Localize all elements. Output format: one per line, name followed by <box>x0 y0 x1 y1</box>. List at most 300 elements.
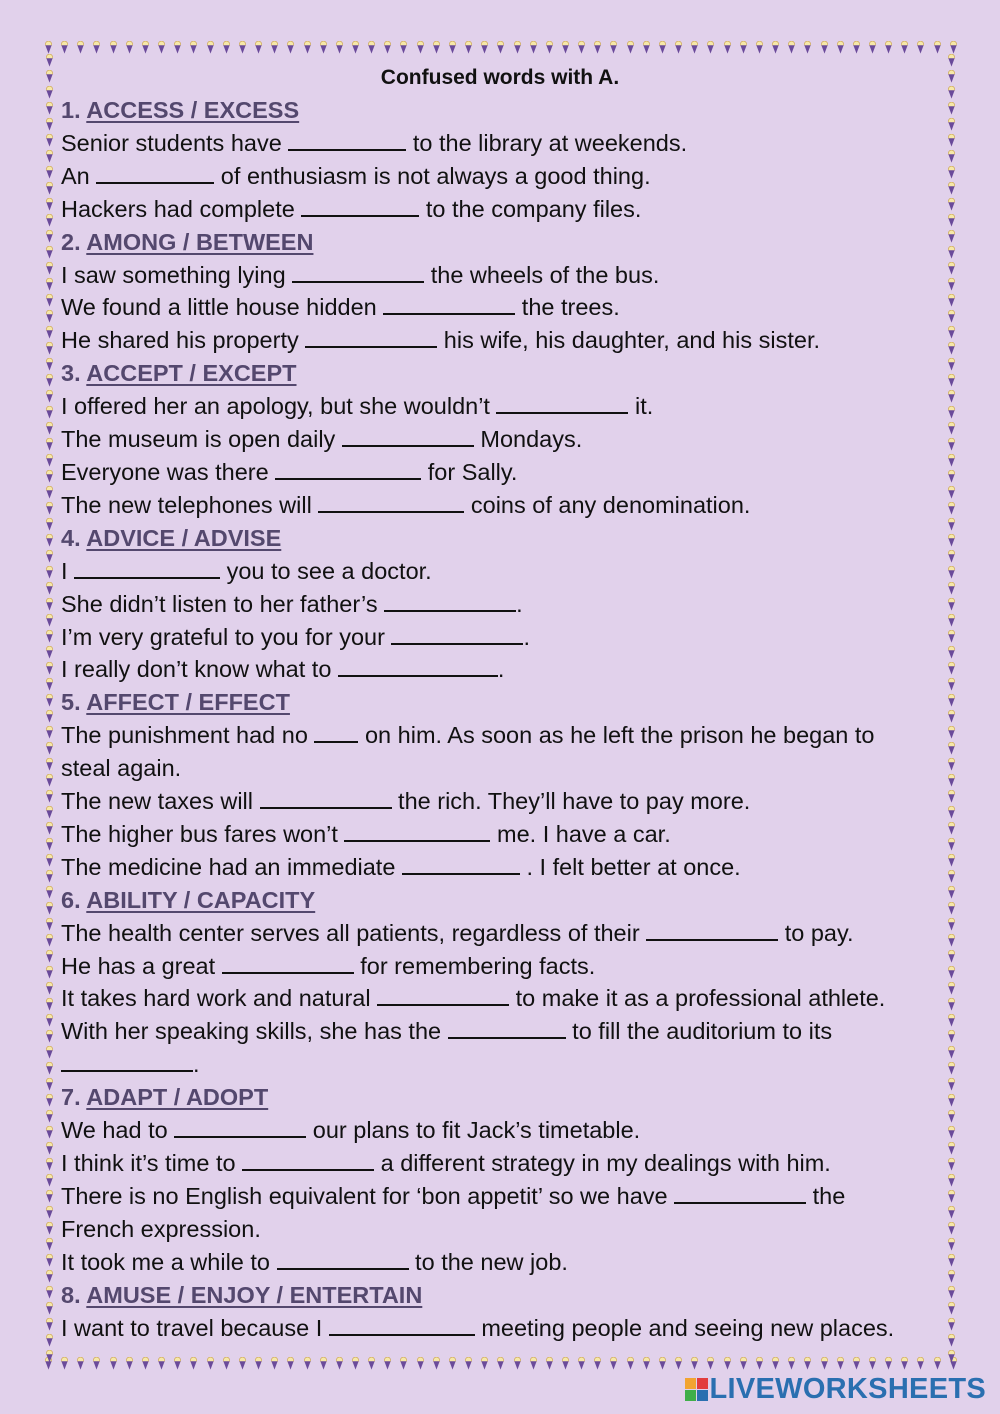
ice-cream-cone-icon <box>45 822 54 835</box>
ice-cream-cone-icon <box>45 118 54 131</box>
ice-cream-cone-icon <box>270 41 279 54</box>
ice-cream-cone-icon <box>189 1357 198 1370</box>
ice-cream-cone-icon <box>44 41 53 54</box>
ice-cream-cone-icon <box>947 470 956 483</box>
ice-cream-cone-icon <box>45 310 54 323</box>
ice-cream-cone-icon <box>836 1357 845 1370</box>
ice-cream-cone-icon <box>609 41 618 54</box>
ice-cream-cone-icon <box>45 726 54 739</box>
ice-cream-cone-icon <box>303 41 312 54</box>
answer-blank[interactable] <box>342 425 474 447</box>
sentence-text: on him. As soon as he left the prison he began to <box>358 722 875 749</box>
sentence-text: to make it as a professional athlete. <box>509 985 886 1012</box>
ice-cream-cone-icon <box>45 502 54 515</box>
ice-cream-cone-icon <box>222 1357 231 1370</box>
ice-cream-cone-icon <box>45 678 54 691</box>
sentence-text: . I felt better at once. <box>519 853 741 880</box>
ice-cream-cone-icon <box>947 1302 956 1315</box>
ice-cream-cone-icon <box>45 550 54 563</box>
ice-cream-cone-icon <box>45 470 54 483</box>
ice-cream-cone-icon <box>45 326 54 339</box>
ice-cream-cone-icon <box>947 1158 956 1171</box>
sentence-text: The medicine had an immediate <box>61 853 402 880</box>
ice-cream-cone-icon <box>45 742 54 755</box>
ice-cream-cone-icon <box>561 1357 570 1370</box>
ice-cream-cone-icon <box>690 41 699 54</box>
ice-cream-cone-icon <box>238 1357 247 1370</box>
ice-cream-cone-icon <box>45 1046 54 1059</box>
ice-cream-cone-icon <box>626 1357 635 1370</box>
ice-cream-cone-icon <box>76 1357 85 1370</box>
answer-blank[interactable] <box>314 721 358 743</box>
answer-blank[interactable] <box>174 1116 306 1138</box>
ice-cream-cone-icon <box>286 1357 295 1370</box>
sentence-text: coins of any denomination. <box>464 491 751 518</box>
ice-cream-cone-icon <box>464 41 473 54</box>
ice-cream-cone-icon <box>820 1357 829 1370</box>
sentence-line <box>61 1180 931 1213</box>
ice-cream-cone-icon <box>45 102 54 115</box>
sentence-text: It takes hard work and natural <box>61 985 378 1012</box>
ice-cream-cone-icon <box>947 550 956 563</box>
ice-cream-cone-icon <box>771 41 780 54</box>
ice-cream-cone-icon <box>642 41 651 54</box>
sentence-text: it. <box>628 393 654 420</box>
sentence-line <box>61 1312 931 1345</box>
sentence-line <box>61 1246 931 1279</box>
sentence-text: The punishment had no <box>61 722 315 749</box>
ice-cream-cone-icon <box>238 41 247 54</box>
sentence-text: meeting people and seeing new places. <box>474 1314 895 1341</box>
ice-cream-cone-icon <box>947 1334 956 1347</box>
ice-cream-cone-icon <box>947 486 956 499</box>
section-heading <box>61 884 931 917</box>
sentence-text: I think it’s time to <box>61 1150 243 1176</box>
ice-cream-cone-icon <box>900 41 909 54</box>
ice-cream-cone-icon <box>45 566 54 579</box>
sentence-line <box>61 291 931 324</box>
ice-cream-cone-icon <box>45 982 54 995</box>
ice-cream-cone-icon <box>947 166 956 179</box>
sentence-line <box>61 785 931 818</box>
sentence-line <box>61 719 931 752</box>
ice-cream-cone-icon <box>480 1357 489 1370</box>
sentence-line <box>61 160 931 193</box>
ice-cream-cone-icon <box>399 41 408 54</box>
logo-text: LIVEWORKSHEETS <box>709 1373 986 1405</box>
border-bottom <box>44 1356 958 1370</box>
ice-cream-cone-icon <box>739 41 748 54</box>
ice-cream-cone-icon <box>947 982 956 995</box>
answer-blank[interactable] <box>448 1017 566 1039</box>
ice-cream-cone-icon <box>529 41 538 54</box>
ice-cream-cone-icon <box>947 230 956 243</box>
section-number: 6. <box>61 886 81 913</box>
sentence-text: steal again. <box>61 755 182 782</box>
ice-cream-cone-icon <box>45 614 54 627</box>
section-number: 3. <box>61 360 81 387</box>
section-heading <box>61 94 931 127</box>
ice-cream-cone-icon <box>947 902 956 915</box>
ice-cream-cone-icon <box>222 41 231 54</box>
ice-cream-cone-icon <box>45 486 54 499</box>
sentence-text: The new taxes will <box>61 788 260 815</box>
sentence-text: the <box>806 1182 846 1209</box>
ice-cream-cone-icon <box>45 166 54 179</box>
answer-blank[interactable] <box>646 919 778 941</box>
ice-cream-cone-icon <box>109 1357 118 1370</box>
ice-cream-cone-icon <box>45 694 54 707</box>
ice-cream-cone-icon <box>947 822 956 835</box>
page-title: Confused words with A. <box>380 66 620 89</box>
answer-blank[interactable] <box>344 820 490 842</box>
ice-cream-cone-icon <box>577 41 586 54</box>
ice-cream-cone-icon <box>254 1357 263 1370</box>
section-words: AMONG / BETWEEN <box>86 228 314 255</box>
sentence-text: I really don’t know what to <box>61 656 338 683</box>
ice-cream-cone-icon <box>947 1078 956 1091</box>
ice-cream-cone-icon <box>755 1357 764 1370</box>
sentence-text: Hackers had complete <box>61 195 302 222</box>
answer-blank[interactable] <box>96 162 214 184</box>
ice-cream-cone-icon <box>335 1357 344 1370</box>
ice-cream-cone-icon <box>947 582 956 595</box>
ice-cream-cone-icon <box>852 41 861 54</box>
sentence-text: the rich. They’ll have to pay more. <box>391 788 751 815</box>
answer-blank[interactable] <box>384 590 516 612</box>
ice-cream-cone-icon <box>45 182 54 195</box>
ice-cream-cone-icon <box>674 41 683 54</box>
sentence-text: The health center serves all patients, regardless of their <box>61 919 647 946</box>
ice-cream-cone-icon <box>432 1357 441 1370</box>
ice-cream-cone-icon <box>723 41 732 54</box>
ice-cream-cone-icon <box>303 1357 312 1370</box>
section-heading <box>61 686 931 719</box>
sentence-text: I saw something lying <box>61 261 293 288</box>
ice-cream-cone-icon <box>399 1357 408 1370</box>
sentence-text: a different strategy in my dealings with him. <box>374 1150 831 1176</box>
sentence-line <box>61 489 931 522</box>
ice-cream-cone-icon <box>561 41 570 54</box>
sentence-line <box>61 818 931 851</box>
ice-cream-cone-icon <box>545 1357 554 1370</box>
ice-cream-cone-icon <box>45 966 54 979</box>
section-number: 7. <box>61 1084 81 1111</box>
sentence-line <box>61 588 931 621</box>
sentence-text: to fill the auditorium to its <box>565 1018 833 1045</box>
ice-cream-cone-icon <box>45 950 54 963</box>
ice-cream-cone-icon <box>416 1357 425 1370</box>
sentence-text: our plans to fit Jack’s timetable. <box>306 1117 641 1144</box>
ice-cream-cone-icon <box>529 1357 538 1370</box>
ice-cream-cone-icon <box>947 358 956 371</box>
ice-cream-cone-icon <box>947 1174 956 1187</box>
answer-blank[interactable] <box>329 1314 475 1336</box>
ice-cream-cone-icon <box>45 582 54 595</box>
section-words: ADVICE / ADVISE <box>86 524 282 551</box>
sentence-text: you to see a doctor. <box>220 557 432 584</box>
answer-blank[interactable] <box>260 787 392 809</box>
ice-cream-cone-icon <box>45 518 54 531</box>
sentence-line <box>61 324 931 357</box>
ice-cream-cone-icon <box>884 41 893 54</box>
ice-cream-cone-icon <box>45 854 54 867</box>
sentence-text: his wife, his daughter, and his sister. <box>437 327 821 354</box>
ice-cream-cone-icon <box>367 41 376 54</box>
ice-cream-cone-icon <box>947 854 956 867</box>
ice-cream-cone-icon <box>45 134 54 147</box>
answer-blank[interactable] <box>292 261 424 283</box>
sentence-text: He has a great <box>61 952 222 979</box>
answer-blank[interactable] <box>74 557 220 579</box>
sentence-text: We found a little house hidden <box>61 294 384 321</box>
ice-cream-cone-icon <box>947 646 956 659</box>
ice-cream-cone-icon <box>947 694 956 707</box>
ice-cream-cone-icon <box>593 41 602 54</box>
ice-cream-cone-icon <box>45 230 54 243</box>
ice-cream-cone-icon <box>947 1046 956 1059</box>
ice-cream-cone-icon <box>947 1142 956 1155</box>
sentence-text: She didn’t listen to her father’s <box>61 590 385 617</box>
answer-blank[interactable] <box>277 1248 409 1270</box>
answer-blank[interactable] <box>305 326 437 348</box>
ice-cream-cone-icon <box>45 1030 54 1043</box>
ice-cream-cone-icon <box>900 1357 909 1370</box>
ice-cream-cone-icon <box>45 150 54 163</box>
ice-cream-cone-icon <box>45 870 54 883</box>
ice-cream-cone-icon <box>45 406 54 419</box>
answer-blank[interactable] <box>318 491 464 513</box>
ice-cream-cone-icon <box>947 150 956 163</box>
ice-cream-cone-icon <box>947 198 956 211</box>
answer-blank[interactable] <box>242 1149 374 1171</box>
ice-cream-cone-icon <box>448 41 457 54</box>
ice-cream-cone-icon <box>949 41 958 54</box>
ice-cream-cone-icon <box>45 662 54 675</box>
sentence-text: . <box>193 1051 200 1078</box>
ice-cream-cone-icon <box>92 41 101 54</box>
answer-blank[interactable] <box>275 458 421 480</box>
worksheet-content <box>61 94 931 1344</box>
answer-blank[interactable] <box>496 392 628 414</box>
ice-cream-cone-icon <box>157 41 166 54</box>
ice-cream-cone-icon <box>803 1357 812 1370</box>
answer-blank[interactable] <box>222 952 354 974</box>
sentence-line <box>61 950 931 983</box>
ice-cream-cone-icon <box>270 1357 279 1370</box>
section-number: 4. <box>61 524 81 551</box>
sentence-text: for Sally. <box>421 458 518 485</box>
ice-cream-cone-icon <box>45 598 54 611</box>
ice-cream-cone-icon <box>45 374 54 387</box>
ice-cream-cone-icon <box>787 41 796 54</box>
answer-blank[interactable] <box>288 129 406 151</box>
ice-cream-cone-icon <box>933 41 942 54</box>
ice-cream-cone-icon <box>45 806 54 819</box>
ice-cream-cone-icon <box>335 41 344 54</box>
section-words: ACCEPT / EXCEPT <box>86 360 297 387</box>
ice-cream-cone-icon <box>947 278 956 291</box>
answer-blank[interactable] <box>674 1182 806 1204</box>
sentence-text: With her speaking skills, she has the <box>61 1018 448 1045</box>
ice-cream-cone-icon <box>787 1357 796 1370</box>
ice-cream-cone-icon <box>947 454 956 467</box>
answer-blank[interactable] <box>301 195 419 217</box>
ice-cream-cone-icon <box>45 1126 54 1139</box>
ice-cream-cone-icon <box>947 1206 956 1219</box>
ice-cream-cone-icon <box>947 1190 956 1203</box>
ice-cream-cone-icon <box>947 790 956 803</box>
ice-cream-cone-icon <box>947 678 956 691</box>
ice-cream-cone-icon <box>947 214 956 227</box>
ice-cream-cone-icon <box>947 758 956 771</box>
liveworksheets-logo <box>685 1373 987 1406</box>
ice-cream-cone-icon <box>351 41 360 54</box>
ice-cream-cone-icon <box>947 182 956 195</box>
ice-cream-cone-icon <box>916 1357 925 1370</box>
sentence-line <box>61 982 931 1015</box>
ice-cream-cone-icon <box>947 294 956 307</box>
sentence-text: . <box>497 656 505 683</box>
ice-cream-cone-icon <box>45 454 54 467</box>
ice-cream-cone-icon <box>836 41 845 54</box>
section-number: 8. <box>61 1281 81 1308</box>
ice-cream-cone-icon <box>947 1062 956 1075</box>
ice-cream-cone-icon <box>45 758 54 771</box>
section-heading <box>61 1081 931 1114</box>
section-number: 1. <box>61 97 81 123</box>
ice-cream-cone-icon <box>45 1254 54 1267</box>
ice-cream-cone-icon <box>432 41 441 54</box>
sentence-text: The museum is open daily <box>61 426 342 453</box>
ice-cream-cone-icon <box>947 950 956 963</box>
sentence-text: . <box>516 590 523 617</box>
section-words: ADAPT / ADOPT <box>86 1084 269 1111</box>
answer-blank[interactable] <box>402 853 520 875</box>
ice-cream-cone-icon <box>254 41 263 54</box>
sentence-text: There is no English equivalent for ‘bon appetit’ so we have <box>61 1182 675 1209</box>
sentence-text: for remembering facts. <box>353 952 596 979</box>
sentence-text: I want to travel because I <box>61 1314 329 1341</box>
ice-cream-cone-icon <box>642 1357 651 1370</box>
ice-cream-cone-icon <box>60 41 69 54</box>
sentence-line <box>61 259 931 292</box>
ice-cream-cone-icon <box>45 534 54 547</box>
ice-cream-cone-icon <box>947 1254 956 1267</box>
ice-cream-cone-icon <box>45 1142 54 1155</box>
ice-cream-cone-icon <box>947 662 956 675</box>
ice-cream-cone-icon <box>947 934 956 947</box>
logo-blocks-icon <box>685 1378 708 1401</box>
ice-cream-cone-icon <box>674 1357 683 1370</box>
sentence-line <box>61 1147 931 1180</box>
ice-cream-cone-icon <box>803 41 812 54</box>
sentence-text: . <box>523 623 530 650</box>
ice-cream-cone-icon <box>45 294 54 307</box>
ice-cream-cone-icon <box>109 41 118 54</box>
ice-cream-cone-icon <box>690 1357 699 1370</box>
ice-cream-cone-icon <box>658 41 667 54</box>
answer-blank[interactable] <box>377 984 509 1006</box>
ice-cream-cone-icon <box>45 438 54 451</box>
ice-cream-cone-icon <box>45 1334 54 1347</box>
ice-cream-cone-icon <box>45 1174 54 1187</box>
sentence-text: Everyone was there <box>61 458 276 485</box>
sentence-line <box>61 1114 931 1147</box>
ice-cream-cone-icon <box>947 1270 956 1283</box>
sentence-line <box>61 1048 931 1081</box>
ice-cream-cone-icon <box>125 41 134 54</box>
section-heading <box>61 357 931 390</box>
ice-cream-cone-icon <box>125 1357 134 1370</box>
ice-cream-cone-icon <box>45 1350 54 1363</box>
ice-cream-cone-icon <box>626 41 635 54</box>
answer-blank[interactable] <box>61 1050 193 1072</box>
sentence-text: It took me a while to <box>61 1248 277 1275</box>
sentence-text: The new telephones will <box>61 491 319 518</box>
ice-cream-cone-icon <box>45 358 54 371</box>
section-words: ABILITY / CAPACITY <box>86 886 316 913</box>
ice-cream-cone-icon <box>739 1357 748 1370</box>
sentence-line <box>61 193 931 226</box>
ice-cream-cone-icon <box>947 918 956 931</box>
border-top <box>44 40 958 54</box>
ice-cream-cone-icon <box>947 246 956 259</box>
ice-cream-cone-icon <box>868 41 877 54</box>
ice-cream-cone-icon <box>947 998 956 1011</box>
ice-cream-cone-icon <box>723 1357 732 1370</box>
ice-cream-cone-icon <box>45 1110 54 1123</box>
section-words: AFFECT / EFFECT <box>86 689 290 716</box>
section-words: AMUSE / ENJOY / ENTERTAIN <box>86 1281 423 1308</box>
ice-cream-cone-icon <box>947 262 956 275</box>
ice-cream-cone-icon <box>947 566 956 579</box>
ice-cream-cone-icon <box>884 1357 893 1370</box>
ice-cream-cone-icon <box>45 198 54 211</box>
ice-cream-cone-icon <box>609 1357 618 1370</box>
ice-cream-cone-icon <box>947 438 956 451</box>
ice-cream-cone-icon <box>60 1357 69 1370</box>
ice-cream-cone-icon <box>383 41 392 54</box>
ice-cream-cone-icon <box>383 1357 392 1370</box>
ice-cream-cone-icon <box>947 742 956 755</box>
ice-cream-cone-icon <box>45 774 54 787</box>
ice-cream-cone-icon <box>916 41 925 54</box>
ice-cream-cone-icon <box>933 1357 942 1370</box>
ice-cream-cone-icon <box>45 1078 54 1091</box>
ice-cream-cone-icon <box>947 886 956 899</box>
ice-cream-cone-icon <box>45 1286 54 1299</box>
ice-cream-cone-icon <box>820 41 829 54</box>
sentence-text: The higher bus fares won’t <box>61 820 345 847</box>
ice-cream-cone-icon <box>480 41 489 54</box>
ice-cream-cone-icon <box>947 1094 956 1107</box>
answer-blank[interactable] <box>383 293 515 315</box>
answer-blank[interactable] <box>338 655 498 677</box>
ice-cream-cone-icon <box>141 1357 150 1370</box>
answer-blank[interactable] <box>391 623 523 645</box>
sentence-text: to the new job. <box>408 1248 568 1275</box>
ice-cream-cone-icon <box>45 1302 54 1315</box>
sentence-line <box>61 423 931 456</box>
ice-cream-cone-icon <box>947 806 956 819</box>
ice-cream-cone-icon <box>206 1357 215 1370</box>
sentence-text: I offered her an apology, but she wouldn’t <box>61 393 497 420</box>
ice-cream-cone-icon <box>45 1238 54 1251</box>
ice-cream-cone-icon <box>45 1062 54 1075</box>
ice-cream-cone-icon <box>448 1357 457 1370</box>
ice-cream-cone-icon <box>947 1350 956 1363</box>
